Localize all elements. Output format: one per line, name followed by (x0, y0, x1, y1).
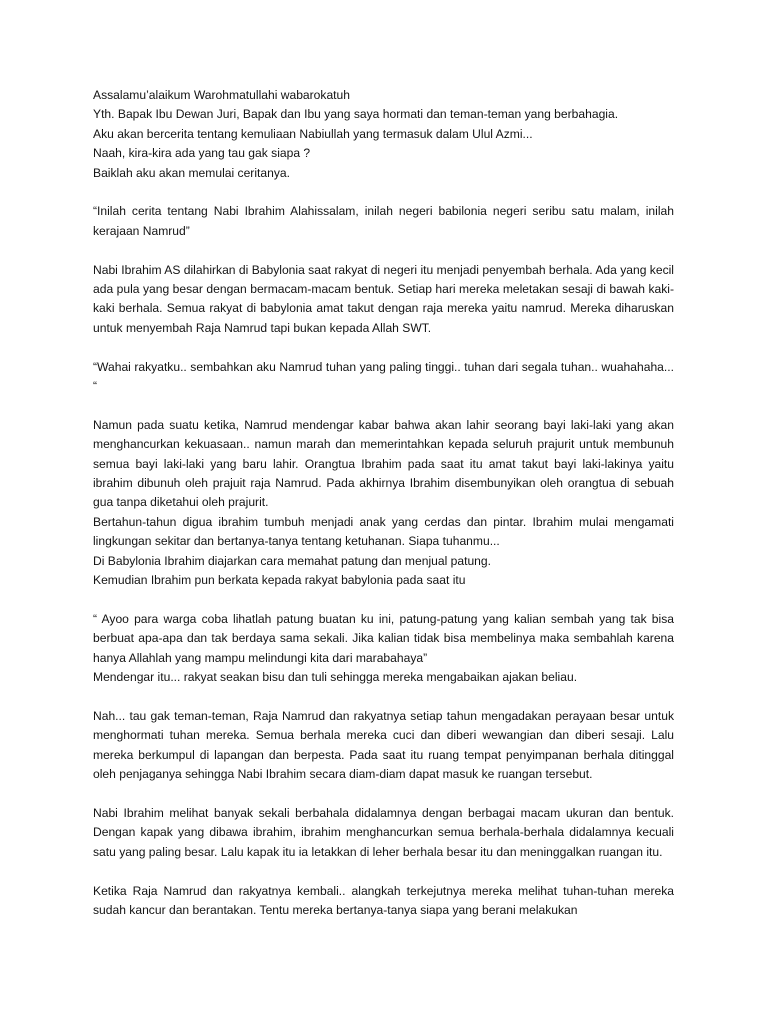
paragraph-gap (93, 241, 674, 260)
paragraph-gap (93, 785, 674, 804)
ibrahim-quote: “ Ayoo para warga coba lihatlah patung buatan ku ini, patung-patung yang kalian sembah yang tak bisa berbuat apa-apa dan tak berdaya sama sekali. Jika kalian tidak bisa membelinya maka sembahlah karena hanya Allahlah yang mampu melindungi kita dari marabahaya” (93, 611, 674, 665)
address-line: Yth. Bapak Ibu Dewan Juri, Bapak dan Ibu yang saya hormati dan teman-teman yang berbahagia. (93, 107, 619, 122)
paragraph-return: Ketika Raja Namrud dan rakyatnya kembali.. alangkah terkejutnya mereka melihat tuhan-tuhan mereka sudah kancur dan berantakan. Tentu mereka bertanya-tanya siapa yang berani melakukan (93, 883, 674, 917)
paragraph-gap (93, 688, 674, 707)
paragraph-festival: Nah... tau gak teman-teman, Raja Namrud dan rakyatnya setiap tahun mengadakan perayaan besar untuk menghormati tuhan mereka. Semua berhala mereka cuci dan diberi wewangian dan diberi sesaji. Lalu mereka berkumpul di lapangan dan berpesta. Pada saat itu ruang tempat penyimpanan berhala ditinggal oleh penjaganya sehingga Nabi Ibrahim secara diam-diam dapat masuk ke ruangan tersebut. (93, 708, 674, 782)
greeting-line: Assalamu’alaikum Warohmatullahi wabarokatuh (93, 88, 350, 102)
paragraph-prophecy: Namun pada suatu ketika, Namrud mendengar kabar bahwa akan lahir seorang bayi laki-laki yang akan menghancurkan kekuasaan.. namun marah dan memerintahkan kepada seluruh prajurit untuk membunuh semua bayi laki-laki yang baru lahir. Orangtua Ibrahim pada saat itu amat takut bayi laki-lakinya yaitu ibrahim dibunuh oleh prajuit raja Namrud. Pada akhirnya Ibrahim disembunyikan oleh orangtua di sebuah gua tanpa diketahui oleh prajurit. (93, 417, 674, 510)
paragraph-birth: Nabi Ibrahim AS dilahirkan di Babylonia saat rakyat di negeri itu menjadi penyembah berhala. Ada yang kecil ada pula yang besar dengan bermacam-macam bentuk. Setiap hari mereka meletakan sesaji di bawah kaki-kaki berhala. Semua rakyat di babylonia amat takut dengan raja mereka yaitu namrud. Mereka diharuskan untuk menyembah Raja Namrud tapi bukan kepada Allah SWT. (93, 262, 674, 335)
start-line: Baiklah aku akan memulai ceritanya. (93, 165, 290, 180)
namrud-quote: “Wahai rakyatku.. sembahkan aku Namrud tuhan yang paling tinggi.. tuhan dari segala tuhan.. wuahahaha... “ (93, 359, 674, 394)
opening-quote: “Inilah cerita tentang Nabi Ibrahim Alahissalam, inilah negeri babilonia negeri seribu satu malam, inilah kerajaan Namrud” (93, 204, 674, 238)
paragraph-growing-up: Bertahun-tahun digua ibrahim tumbuh menjadi anak yang cerdas dan pintar. Ibrahim mulai mengamati lingkungan sekitar dan bertanya-tanya tentang ketuhanan. Siapa tuhanmu... (93, 514, 674, 549)
line-babylonia: Di Babylonia Ibrahim diajarkan cara memahat patung dan menjual patung. (93, 553, 491, 568)
document-body (93, 86, 674, 920)
paragraph-idols: Nabi Ibrahim melihat banyak sekali berbahala didalamnya dengan berbagai macam ukuran dan bentuk. Dengan kapak yang dibawa ibrahim, ibrahim menghancurkan semua berhala-berhala didalamnya kecuali satu yang paling besar. Lalu kapak itu ia letakkan di leher berhala besar itu dan meninggalkan ruangan itu. (93, 805, 674, 859)
question-line: Naah, kira-kira ada yang tau gak siapa ? (93, 146, 311, 161)
paragraph-gap (93, 183, 674, 202)
paragraph-gap (93, 396, 674, 415)
paragraph-gap (93, 862, 674, 881)
paragraph-gap (93, 591, 674, 610)
line-mendengar: Mendengar itu... rakyat seakan bisu dan tuli sehingga mereka mengabaikan ajakan beliau. (93, 670, 578, 685)
paragraph-gap (93, 338, 674, 357)
line-kemudian: Kemudian Ibrahim pun berkata kepada rakyat babylonia pada saat itu (93, 573, 466, 588)
topic-line: Aku akan bercerita tentang kemuliaan Nabiullah yang termasuk dalam Ulul Azmi... (93, 126, 533, 141)
